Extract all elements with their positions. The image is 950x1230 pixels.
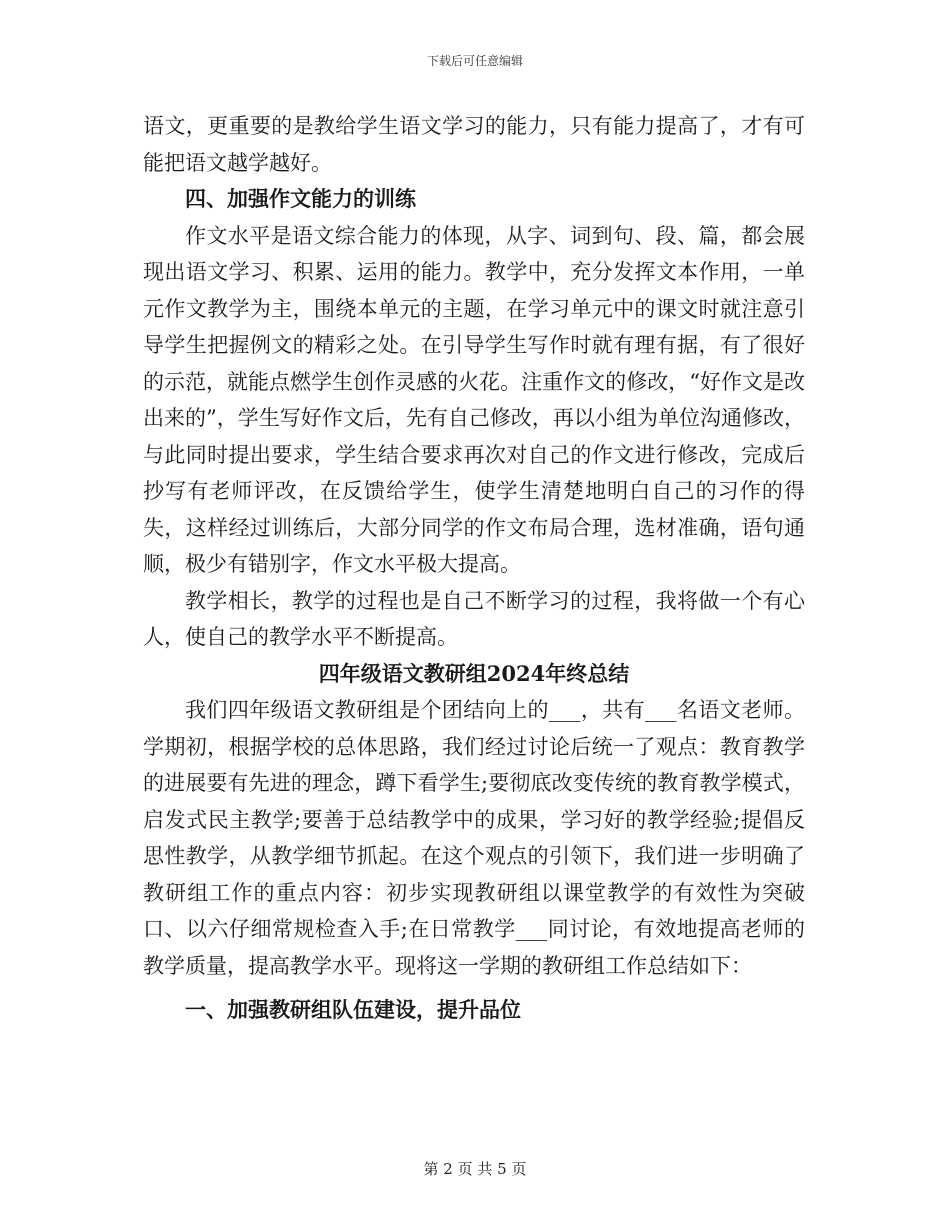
paragraph-continued: 语文，更重要的是教给学生语文学习的能力，只有能力提高了，才有可能把语文越学越好。 xyxy=(143,114,805,175)
document-title: 四年级语文教研组2024年终总结 xyxy=(318,660,630,686)
section-heading-one: 一、加强教研组队伍建设，提升品位 xyxy=(185,997,521,1022)
page-number: 第 2 页 共 5 页 xyxy=(423,1160,527,1178)
section-heading-four: 四、加强作文能力的训练 xyxy=(185,186,416,211)
paragraph-intro: 我们四年级语文教研组是个团结向上的___，共有___名语文老师。学期初，根据学校的总体思路，我们经过讨论后统一了观点：教育教学的进展要有先进的理念，蹲下看学生;要彻底改变传统的教育教学模式，启发式民主教学;要善于总结教学中的成果，学习好的教学经验;提倡反思性教学，从教学细节抓起。在这个观点的引领下，我们进一步明确了教研组工作的重点内容：初步实现教研组以课堂教学的有效性为突破口、以六仔细常规检查入手;在日常教学___同讨论，有效地提高老师的教学质量，提高教学水平。现将这一学期的教研组工作总结如下： xyxy=(143,698,805,978)
paragraph-composition-training: 作文水平是语文综合能力的体现，从字、词到句、段、篇，都会展现出语文学习、积累、运用的能力。教学中，充分发挥文本作用，一单元作文教学为主，围绕本单元的主题，在学习单元中的课文时就注意引导学生把握例文的精彩之处。在引导学生写作时就有理有据，有了很好的示范，就能点燃学生创作灵感的火花。注重作文的修改，“好作文是改出来的”，学生写好作文后，先有自己修改，再以小组为单位沟通修改，与此同时提出要求，学生结合要求再次对自己的作文进行修改，完成后抄写有老师评改，在反馈给学生，使学生清楚地明白自己的习作的得失，这样经过训练后，大部分同学的作文布局合理，选材准确，语句通顺，极少有错别字，作文水平极大提高。 xyxy=(143,223,805,576)
page-header-note: 下载后可任意编辑 xyxy=(426,54,523,68)
document-body xyxy=(143,108,805,1029)
paragraph-closing: 教学相长，教学的过程也是自己不断学习的过程，我将做一个有心人，使自己的教学水平不断提高。 xyxy=(143,588,805,649)
